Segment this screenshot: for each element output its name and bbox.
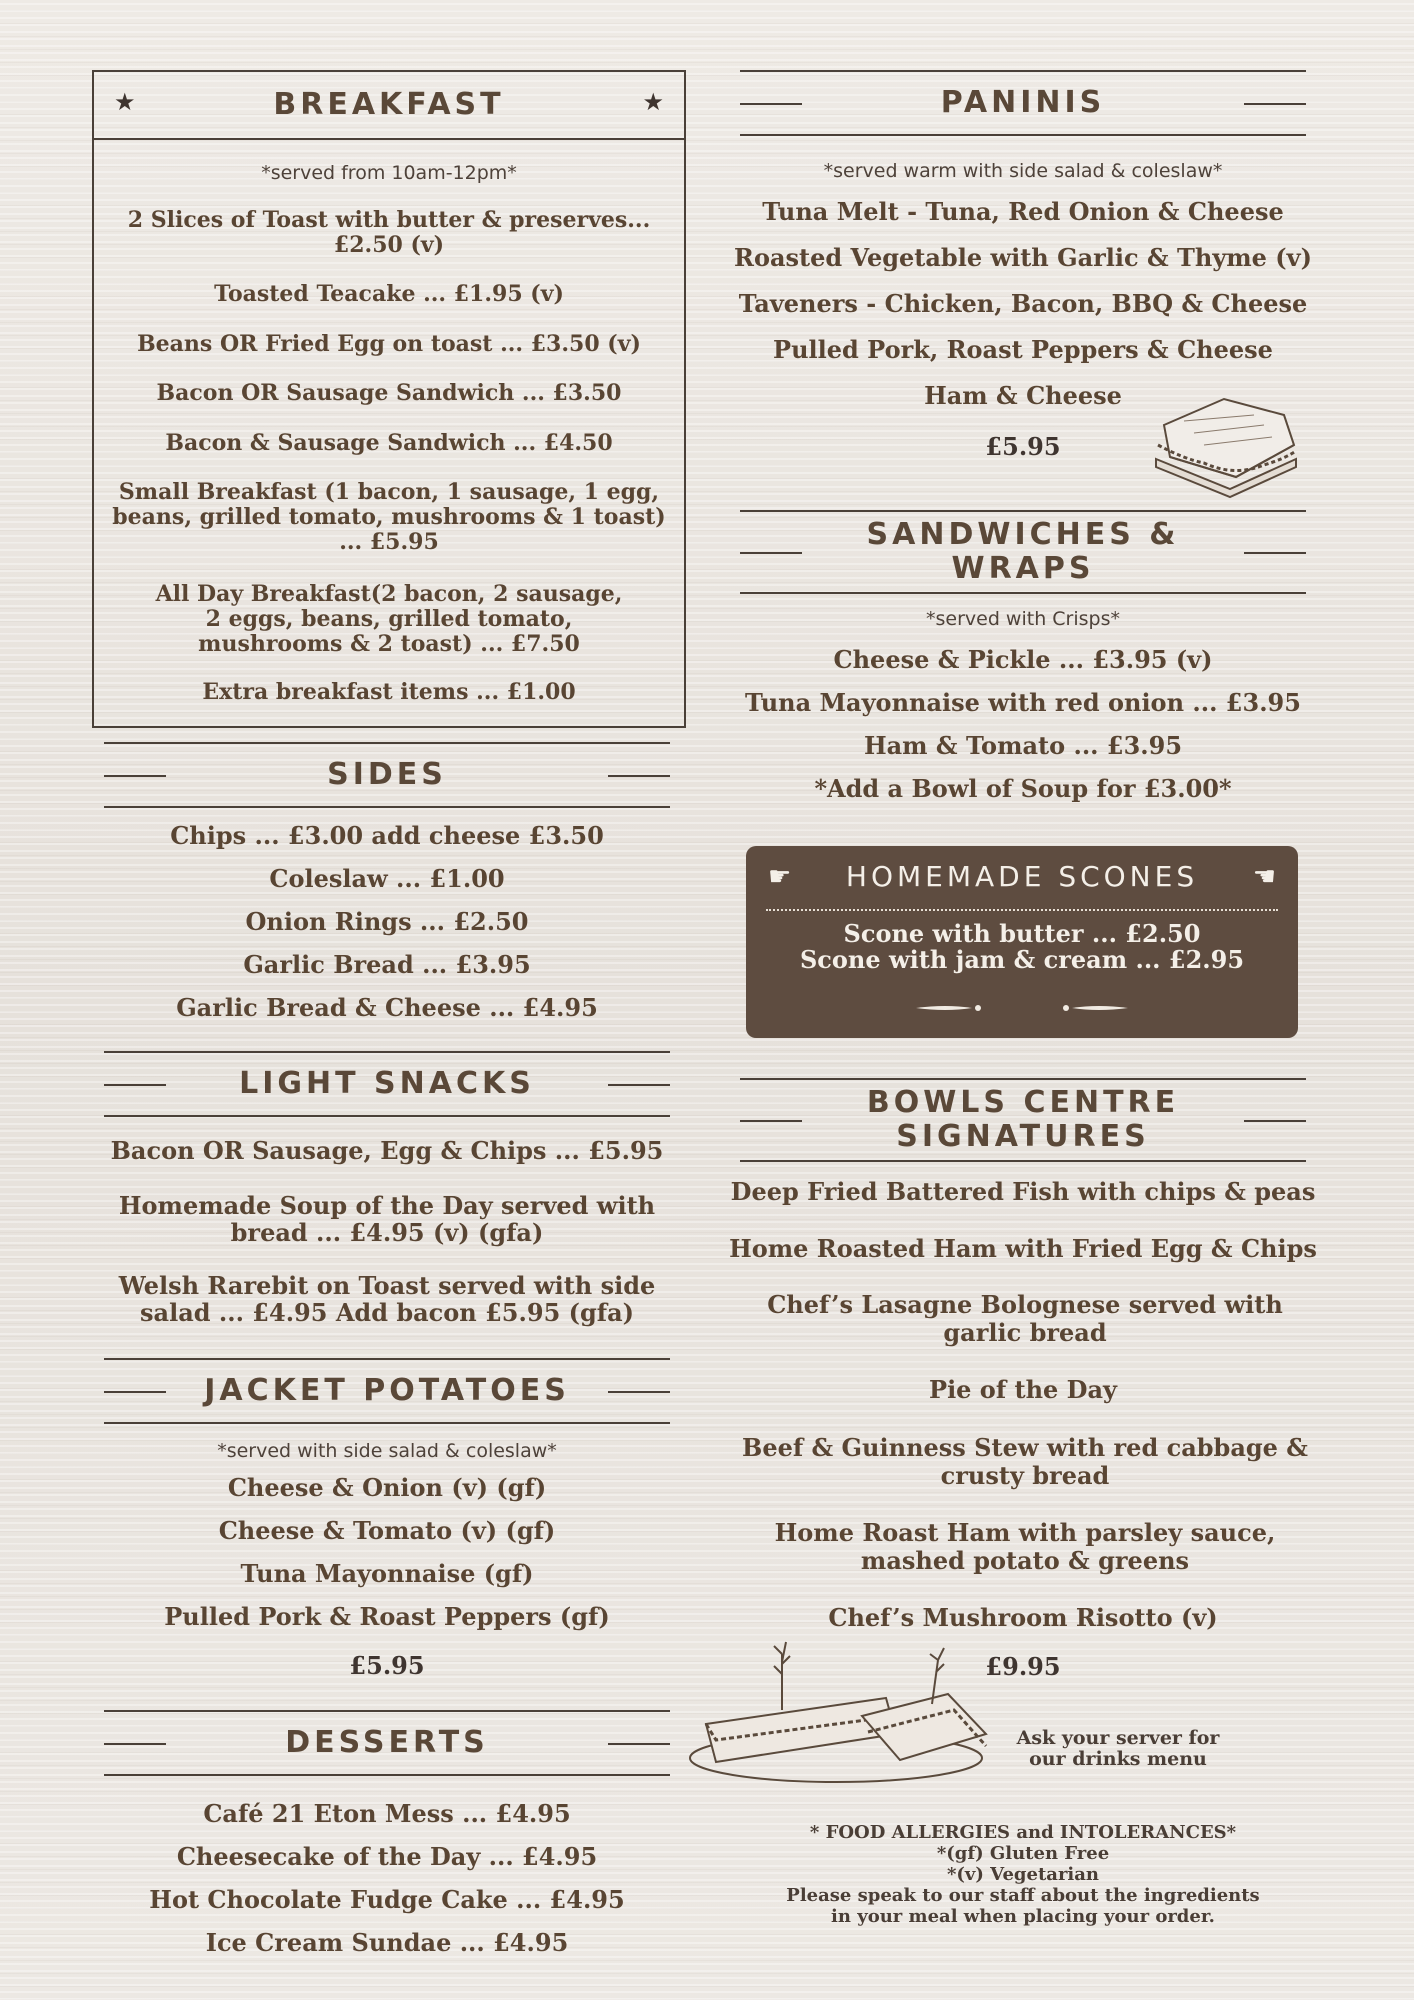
paninis-title: PANINIS — [940, 85, 1106, 120]
menu-item: Roasted Vegetable with Garlic & Thyme (v) — [734, 243, 1312, 272]
signatures-price: £9.95 — [985, 1652, 1061, 1681]
menu-item: Hot Chocolate Fudge Cake ... £4.95 — [149, 1885, 625, 1914]
menu-item: 2 Slices of Toast with butter & preserves... £2.50 (v) — [127, 207, 651, 258]
allergy-line2: in your meal when placing your order. — [831, 1906, 1215, 1927]
sandwiches-list — [700, 646, 1346, 803]
jacket-price: £5.95 — [349, 1651, 425, 1680]
sandwiches-title-line1: SANDWICHES & — [866, 517, 1180, 552]
menu-item: Small Breakfast (1 bacon, 1 sausage, 1 egg, beans, grilled tomato, mushrooms & 1 toast) ... £5.95 — [112, 479, 666, 555]
menu-item: Cheese & Pickle ... £3.95 (v) — [833, 645, 1213, 674]
breakfast-note: *served from 10am-12pm* — [261, 162, 517, 184]
menu-item: All Day Breakfast(2 bacon, 2 sausage, 2 eggs, beans, grilled tomato, mushrooms & 2 toast) ... £7.50 — [155, 581, 623, 657]
sandwiches-note: *served with Crisps* — [926, 608, 1120, 630]
allergy-gf: *(gf) Gluten Free — [936, 1843, 1110, 1864]
panini-illustration — [1144, 385, 1300, 501]
menu-item: Pie of the Day — [929, 1375, 1117, 1404]
menu-item: Scone with butter ... £2.50 — [843, 919, 1201, 948]
menu-item: Chips ... £3.00 add cheese £3.50 — [170, 821, 604, 850]
desserts-list — [92, 1800, 682, 1957]
menu-item: Onion Rings ... £2.50 — [245, 907, 529, 936]
menu-item: Homemade Soup of the Day served with bread ... £4.95 (v) (gfa) — [118, 1191, 656, 1247]
allergy-line1: Please speak to our staff about the ingredients — [786, 1885, 1260, 1906]
scones-box — [746, 846, 1298, 1038]
menu-item: Beans OR Fried Egg on toast ... £3.50 (v) — [137, 331, 641, 357]
menu-item: Welsh Rarebit on Toast served with side salad ... £4.95 Add bacon £5.95 (gfa) — [118, 1271, 656, 1327]
star-icon: ★ — [114, 88, 136, 116]
menu-item: Taveners - Chicken, Bacon, BBQ & Cheese — [738, 289, 1308, 318]
jacket-potatoes-title: JACKET POTATOES — [204, 1373, 570, 1408]
menu-item: Ham & Tomato ... £3.95 — [863, 731, 1183, 760]
menu-item: Cheese & Tomato (v) (gf) — [218, 1516, 556, 1545]
allergy-info — [728, 1822, 1318, 1927]
menu-item: Ham & Cheese — [924, 381, 1122, 410]
menu-item: Cheesecake of the Day ... £4.95 — [176, 1842, 598, 1871]
ornament-divider — [916, 1002, 1128, 1014]
menu-item: Deep Fried Battered Fish with chips & peas — [730, 1177, 1316, 1206]
drinks-note: Ask your server for our drinks menu — [1016, 1727, 1220, 1770]
scones-title: HOMEMADE SCONES — [845, 860, 1199, 893]
menu-item: Chef’s Mushroom Risotto (v) — [828, 1603, 1218, 1632]
light-snacks-title: LIGHT SNACKS — [239, 1066, 535, 1101]
menu-item: Tuna Mayonnaise (gf) — [240, 1559, 534, 1588]
menu-item: Ice Cream Sundae ... £4.95 — [205, 1928, 569, 1957]
pointing-hand-left-icon: ☚ — [1252, 862, 1276, 892]
menu-item: Pulled Pork & Roast Peppers (gf) — [164, 1602, 610, 1631]
menu-item: *Add a Bowl of Soup for £3.00* — [814, 774, 1232, 803]
sides-heading — [92, 742, 682, 808]
paninis-note: *served warm with side salad & coleslaw* — [823, 160, 1223, 182]
allergy-v: *(v) Vegetarian — [946, 1864, 1100, 1885]
desserts-title: DESSERTS — [285, 1725, 489, 1760]
menu-item: Scone with jam & cream ... £2.95 — [799, 945, 1245, 974]
sandwiches-title-line2: WRAPS — [951, 551, 1095, 586]
menu-item: Tuna Mayonnaise with red onion ... £3.95 — [745, 688, 1301, 717]
menu-item: Bacon & Sausage Sandwich ... £4.50 — [165, 430, 613, 456]
signatures-title-line2: SIGNATURES — [896, 1119, 1150, 1154]
sandwich-illustration — [686, 1634, 1006, 1790]
allergy-title: * FOOD ALLERGIES and INTOLERANCES* — [809, 1822, 1237, 1843]
menu-item: Home Roast Ham with parsley sauce, mashed potato & greens — [774, 1518, 1276, 1575]
menu-item: Garlic Bread & Cheese ... £4.95 — [176, 993, 598, 1022]
jacket-list — [92, 1474, 682, 1680]
jacket-potatoes-heading — [92, 1358, 682, 1424]
menu-item: Cheese & Onion (v) (gf) — [227, 1473, 547, 1502]
menu-item: Home Roasted Ham with Fried Egg & Chips — [729, 1234, 1317, 1263]
menu-item: Extra breakfast items ... £1.00 — [202, 679, 576, 705]
menu-item: Coleslaw ... £1.00 — [269, 864, 505, 893]
menu-item: Pulled Pork, Roast Peppers & Cheese — [773, 335, 1273, 364]
signatures-title-line1: BOWLS CENTRE — [866, 1085, 1180, 1120]
sides-list — [92, 822, 682, 1022]
sides-title: SIDES — [327, 757, 447, 792]
menu-item: Garlic Bread ... £3.95 — [243, 950, 531, 979]
menu-item: Chef’s Lasagne Bolognese served with garlic bread — [767, 1290, 1283, 1347]
breakfast-title: BREAKFAST — [273, 87, 505, 122]
breakfast-heading — [94, 72, 684, 140]
paninis-price: £5.95 — [985, 432, 1061, 461]
sandwiches-heading — [728, 510, 1318, 594]
signatures-heading — [728, 1078, 1318, 1162]
menu-item: Tuna Melt - Tuna, Red Onion & Cheese — [762, 197, 1284, 226]
menu-item: Bacon OR Sausage, Egg & Chips ... £5.95 — [110, 1136, 664, 1165]
menu-item: Café 21 Eton Mess ... £4.95 — [203, 1799, 571, 1828]
desserts-heading — [92, 1710, 682, 1776]
menu-item: Beef & Guinness Stew with red cabbage & crusty bread — [742, 1433, 1308, 1490]
menu-item: Bacon OR Sausage Sandwich ... £3.50 — [156, 380, 622, 406]
jacket-note: *served with side salad & coleslaw* — [217, 1440, 557, 1462]
pointing-hand-right-icon: ☛ — [768, 862, 792, 892]
light-snacks-heading — [92, 1051, 682, 1117]
dotted-divider — [766, 909, 1278, 911]
paninis-heading — [728, 70, 1318, 136]
star-icon: ★ — [642, 88, 664, 116]
breakfast-section — [92, 70, 686, 728]
menu-item: Toasted Teacake ... £1.95 (v) — [214, 281, 564, 307]
